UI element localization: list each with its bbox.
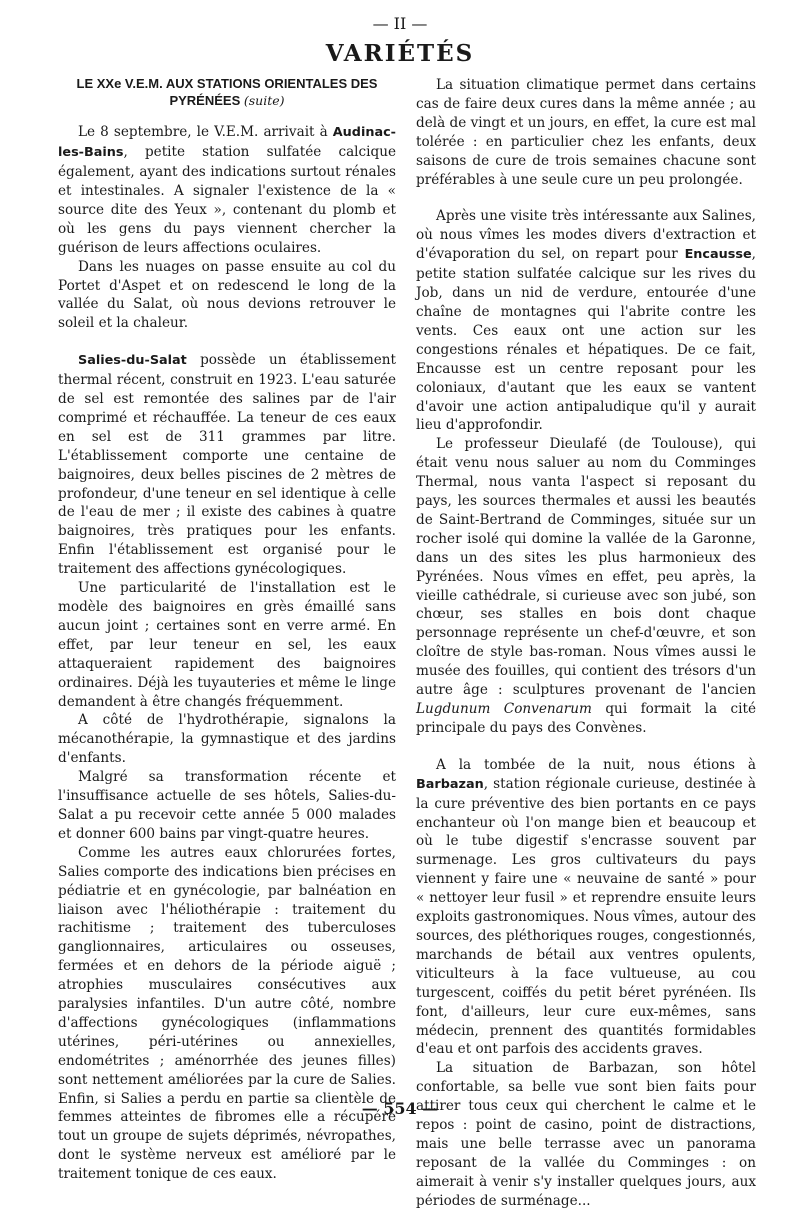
- place-name: Salies-du-Salat: [78, 353, 187, 369]
- paragraph: Après une visite très intéressante aux Salines, où nous vîmes les modes divers d'extraction et d'évaporation du sel, on repart pour Encausse, petite station sulfatée calcique sur les rives du Job, dans un nid de verdure, entourée d'une chaîne de montagnes qui l'abrite contre les vents. Ces eaux ont une action sur les congestions rénales et hépatiques. De ce fait, Encausse est un centre reposant pour les coloniaux, d'autant que les eaux se vantent d'avoir une action antipaludique qu'il y aurait lieu d'approfondir.: [416, 208, 756, 434]
- place-name: Barbazan: [416, 776, 484, 792]
- latin-name: Lugdunum Convenarum: [416, 701, 592, 717]
- paragraph: A la tombée de la nuit, nous étions à Barbazan, station régionale curieuse, destinée à la cure préventive des bien portants en ce pays enchanteur où l'on mange bien et beaucoup et où le tube digestif s'encrasse souvent par surmenage. Les gros cultivateurs du pays viennent y faire une « neuvaine de santé » pour « nettoyer leur fusil » et reprendre ensuite leurs exploits gastronomiques. Nous vîmes, autour des sources, des pléthoriques rouges, congestionnés, marchands de bétail aux ventres opulents, viticulteurs à la face vultueuse, au cou turgescent, coiffés du petit béret pyrénéen. Ils font, d'ailleurs, leur cure eux-mêmes, sans médecin, prennent des quantités formidables d'eau et ont parfois des accidents graves.: [416, 756, 756, 1058]
- paragraph: A côté de l'hydrothérapie, signalons la mécanothérapie, la gymnastique et des jardins d'enfants.: [58, 712, 396, 767]
- place-name: Encausse: [684, 247, 752, 263]
- paragraph: La situation climatique permet dans certains cas de faire deux cures dans la même année ; au delà de vingt et un jours, en effet, la cure est mal tolérée : en particulier chez les enfants, deux saisons de cure de trois semaines chacune sont préférables à une seule cure un peu prolongée.: [416, 77, 756, 188]
- section-title: VARIÉTÉS: [325, 40, 475, 67]
- paragraph: Le professeur Dieulafé (de Toulouse), qui était venu nous saluer au nom du Comminges Thermal, nous vanta l'aspect si reposant du pays, les sources thermales et aussi les beautés de Saint-Bertrand de Comminges, située sur un rocher isolé qui domine la vallée de la Garonne, dans un des sites les plus harmonieux des Pyrénées. Nous vîmes en effet, peu après, la vieille cathédrale, si curieuse avec son jubé, son chœur, ses stalles en bois dont chaque personnage représente un chef-d'œuvre, et son cloître de style bas-roman. Nous vîmes aussi le musée des fouilles, qui contient des trésors d'un autre âge : sculptures provenant de l'ancien Lugdunum Convenarum qui formait la cité principale du pays des Convènes.: [416, 436, 757, 736]
- section-number: — II —: [372, 14, 428, 33]
- paragraph: Malgré sa transformation récente et l'insuffisance actuelle de ses hôtels, Salies-du-Salat a pu recevoir cette année 5 000 malades et donner 600 bains par vingt-quatre heures.: [58, 769, 396, 842]
- page-number: — 554 —: [361, 1099, 439, 1118]
- paragraph: Salies-du-Salat possède un établissement thermal récent, construit en 1923. L'eau saturée de sel est remontée des salines par de l'air comprimé et réchauffée. La teneur de ces eaux en sel est de 311 grammes par litre. L'établissement comporte une centaine de baignoires, deux belles piscines de 2 mètres de profondeur, d'une teneur en sel identique à celle de l'eau de mer ; il existe des cabines à quatre baignoires, très pratiques pour les enfants. Enfin l'établissement est organisé pour le traitement des affections gynécologiques.: [58, 352, 396, 578]
- article-title-note: (suite): [243, 92, 285, 108]
- article-title-block: [58, 76, 396, 109]
- paragraph: Comme les autres eaux chlorurées fortes, Salies comporte des indications bien précises en pédiatrie et en gynécologie, par balnéation en liaison avec l'héliothérapie : traitement du rachitisme ; traitement des tuberculoses ganglionnaires, articulaires ou osseuses, fermées et en dehors de la période aiguë ; atrophies musculaires consécutives aux paralysies infantiles. D'un autre côté, nombre d'affections gynécologiques (inflammations utérines, péri-utérines ou annexielles, endométrites ; aménorrhée des jeunes filles) sont nettement améliorées par la cure de Salies. Enfin, si Salies a perdu en partie sa clientèle de femmes atteintes de fibromes elle a récupéré tout un groupe de sujets déprimés, névropathes, dont le système nerveux est amélioré par le traitement tonique de ces eaux.: [58, 844, 396, 1183]
- left-column: [58, 76, 396, 1184]
- paragraph: La situation de Barbazan, son hôtel confortable, sa belle vue sont bien faits pour attirer tous ceux qui cherchent le calme et le repos : point de casino, point de distractions, mais une belle terrasse avec un panorama reposant de la vallée du Comminges : on aimerait à venir s'y installer quelques jours, aux périodes de surménage...: [416, 1060, 756, 1209]
- right-column: [416, 76, 756, 1211]
- paragraph: Le 8 septembre, le V.E.M. arrivait à Audinac-les-Bains, petite station sulfatée calcique également, ayant des indications surtout rénales et intestinales. A signaler l'existence de la « source dite des Yeux », contenant du plomb et où les gens du pays viennent chercher la guérison de leurs affections oculaires.: [58, 124, 396, 256]
- place-name: Audinac-les-Bains: [58, 125, 396, 161]
- paragraph: Une particularité de l'installation est le modèle des baignoires en grès émaillé sans aucun joint ; certaines sont en verre armé. En effet, par leur teneur en sel, les eaux attaqueraient rapidement des baignoires ordinaires. Déjà les tuyauteries et même le linge demandent à être changés fréquemment.: [58, 580, 396, 710]
- paragraph: Dans les nuages on passe ensuite au col du Portet d'Aspet et on redescend le long de la vallée du Salat, où nous devions retrouver le soleil et la chaleur.: [58, 258, 396, 332]
- article-title: LE XXe V.E.M. AUX STATIONS ORIENTALES DES PYRÉNÉES: [76, 76, 378, 108]
